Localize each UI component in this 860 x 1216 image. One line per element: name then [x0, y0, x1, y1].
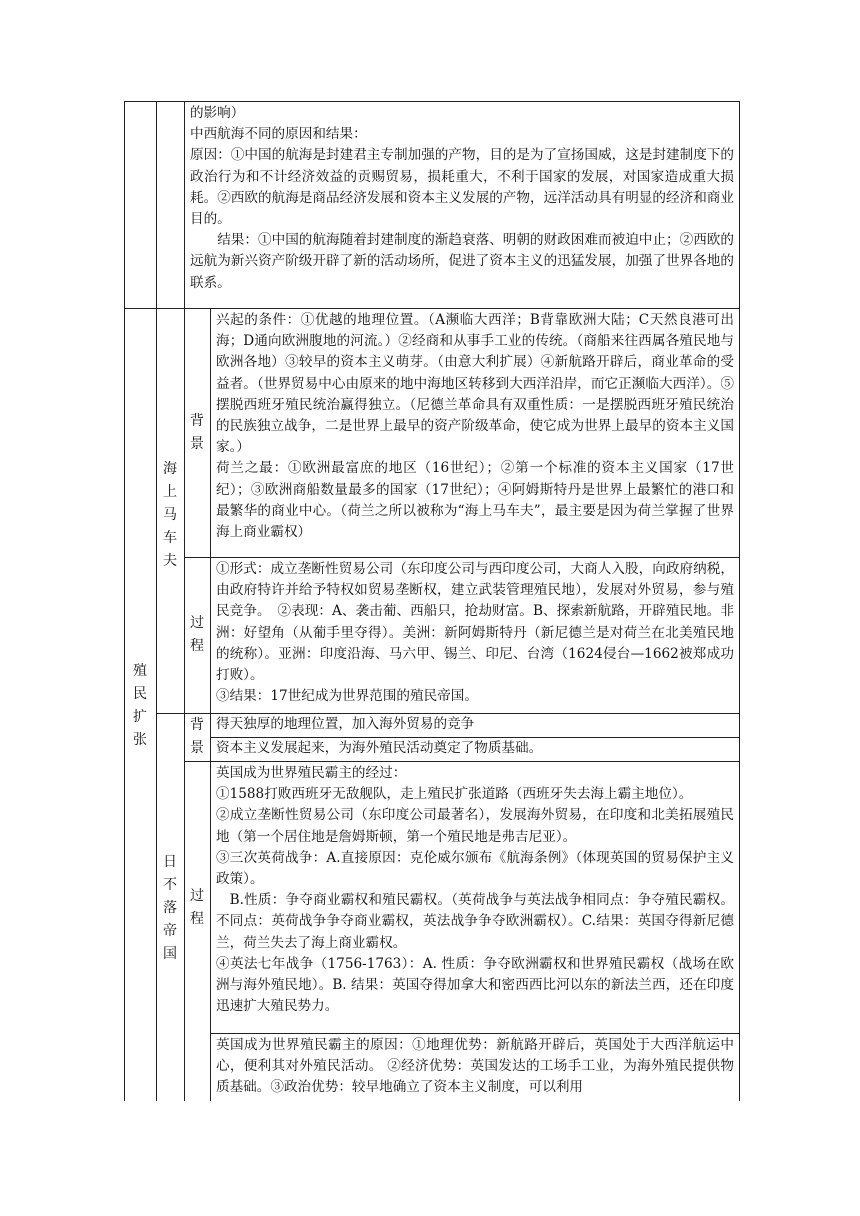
result-paragraph: ③结果：17世纪成为世界范围的殖民帝国。 — [216, 688, 478, 705]
label-text: 海上马车夫 — [163, 461, 177, 569]
label-text: 背景 — [190, 717, 204, 756]
process-item: ①1588打败西班牙无敌舰队，走上殖民扩张道路（西班牙失去海上霸主地位）。 — [216, 786, 693, 803]
british-background-row — [216, 738, 734, 759]
process-item: ④英法七年战争（1756-1763）：A. 性质：争夺欧洲霸权和世界殖民霸权（战场在欧洲与海外殖民地）。B. 结果：英国夺得加拿大和密西西比河以东的新法兰西，还在印度迅速扩大殖民势力。 — [216, 955, 734, 1015]
column-divider — [184, 308, 185, 1101]
label-background — [186, 410, 208, 456]
results-paragraph: 结果：①中国的航海随着封建制度的渐趋衰落、明朝的财政困难而被迫中止；②西欧的远航为新兴资产阶级开辟了新的活动场所，促进了资本主义的迅猛发展，加强了世界各地的联系。 — [190, 232, 734, 291]
label-sea-coachman — [159, 458, 181, 573]
rise-conditions-paragraph: 兴起的条件：①优越的地理位置。（A濒临大西洋；B背靠欧洲大陆；C天然良港可出海；D通向欧洲腹地的河流。）②经商和从事手工业的传统。（商船来往西属各殖民地与欧洲各地）③较早的资本主义萌芽。（由意大利扩展）④新航路开辟后，商业革命的受益者。（世界贸易中心由原来的地中海地区转移到大西洋沿岸，而它正濒临大西洋）。⑤摆脱西班牙殖民统治赢得独立。（尼德兰革命具有双重性质：一是摆脱西班牙殖民统治的民族独立战争，二是世界上最早的资产阶级革命，使它成为世界上最早的资本主义国家。） — [216, 312, 734, 456]
row-divider — [184, 761, 739, 762]
section-divider — [124, 308, 739, 309]
process-item: ③三次英荷战争：A.直接原因：克伦威尔颁布《航海条例》（体现英国的贸易保护主义政策）。 — [216, 849, 734, 888]
label-text: 背景 — [190, 413, 204, 452]
column-divider — [184, 101, 185, 308]
reasons-paragraph: 原因：①中国的航海是封建君主专制加强的产物，目的是为了宣扬国威，这是封建制度下的政治行为和不计经济效益的贡赐贸易，损耗重大，不利于国家的发展，对国家造成重大损耗。②西欧的航海是商品经济发展和资本主义发展的产物，远洋活动具有明显的经济和商业目的。 — [190, 147, 734, 228]
top-text-block — [190, 103, 734, 294]
process-item: B.性质：争夺商业霸权和殖民霸权。（英荷战争与英法战争相同点：争夺殖民霸权。不同点：英荷战争争夺商业霸权，英法战争争夺欧洲霸权）。C.结果：英国夺得新尼德兰，荷兰失去了海上商业霸权。 — [216, 892, 734, 951]
dutch-superlatives-paragraph: 荷兰之最：①欧洲最富庶的地区（16世纪）；②第一个标准的资本主义国家（17世纪）；③欧洲商船数量最多的国家（17世纪）；④阿姆斯特丹是世界上最繁忙的港口和最繁华的商业中心。（荷兰之所以被称为“海上马车夫”，最主要是因为荷兰掌握了世界海上商业霸权） — [216, 460, 734, 541]
dutch-process-cell — [216, 559, 734, 707]
label-text: 日不落帝国 — [163, 854, 177, 962]
process-item: ②成立垄断性贸易公司（东印度公司最著名），发展海外贸易，在印度和北美拓展殖民地（第一个居住地是詹姆斯顿，第一个殖民地是弗吉尼亚）。 — [216, 807, 734, 845]
process-paragraph: ①形式：成立垄断性贸易公司（东印度公司与西印度公司，大商人入股，向政府纳税，由政府特许并给予特权如贸易垄断权，建立武装管理殖民地），发展对外贸易，参与殖民竞争。 ②表现：A、袭击葡、西船只，抢劫财富。B、探索新航路，开辟殖民地。非洲：好望角（从葡手里夺得）。美洲：新阿姆斯特丹（新尼德兰是对荷兰在北美殖民地的统称）。亚洲：印度沿海、马六甲、锡兰、印尼、台湾（1624侵台—1662被郑成功打败）。 — [216, 561, 734, 684]
text-line: 的影响） — [190, 105, 245, 121]
table-right-border — [739, 101, 740, 1101]
background-line: 得天独厚的地理位置，加入海外贸易的竞争 — [216, 716, 475, 732]
reasons-paragraph: 英国成为世界殖民霸主的原因：①地理优势：新航路开辟后，英国处于大西洋航运中心，便利其对外殖民活动。 ②经济优势：英国发达的工场手工业，为海外殖民提供物质基础。③政治优势：较早地确立了资本主义制度，可以利用 — [216, 1037, 734, 1096]
british-reasons-cell — [216, 1035, 734, 1099]
column-divider — [156, 101, 157, 1101]
process-heading: 英国成为世界殖民霸主的经过： — [216, 765, 407, 781]
british-process-cell — [216, 763, 734, 1017]
british-background-row — [216, 714, 734, 735]
label-text: 过程 — [190, 615, 204, 654]
background-line: 资本主义发展起来，为海外殖民活动奠定了物质基础。 — [216, 740, 543, 756]
row-divider — [210, 1033, 739, 1034]
label-process — [186, 885, 208, 931]
label-process — [186, 612, 208, 658]
label-colonial-expansion — [129, 660, 151, 752]
row-divider — [184, 557, 739, 558]
table-left-border — [124, 101, 125, 1101]
text-line: 中西航海不同的原因和结果： — [190, 126, 367, 143]
table-top-border — [124, 101, 739, 102]
dutch-background-cell — [216, 310, 734, 543]
label-background — [186, 714, 208, 760]
column-divider — [210, 308, 211, 1101]
label-sun-never-sets — [159, 851, 181, 966]
label-text: 殖民扩张 — [133, 663, 147, 748]
label-text: 过程 — [190, 888, 204, 927]
